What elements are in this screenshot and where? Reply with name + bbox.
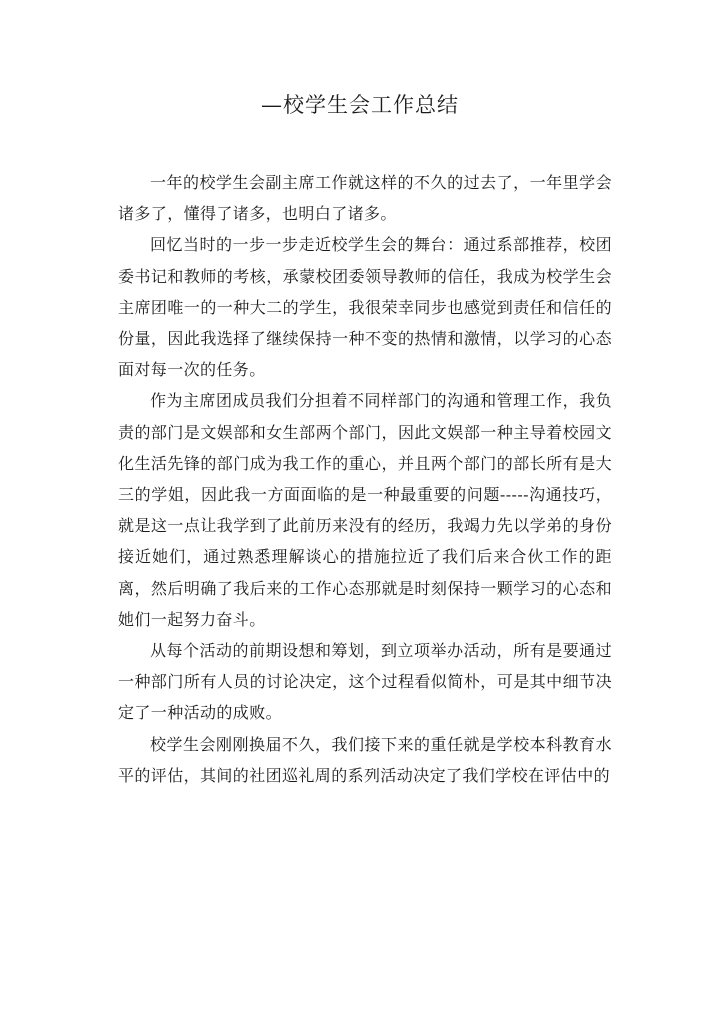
paragraph: 回忆当时的一步一步走近校学生会的舞台：通过系部推荐，校团委书记和教师的考核，承蒙校团委领导教师的信任，我成为校学生会主席团唯一的一种大二的学生，我很荣幸同步也感觉到责任和信任的份量，因此我选择了继续保持一种不变的热情和激情，以学习的心态面对每一次的任务。 xyxy=(118,235,612,380)
document-title: —校学生会工作总结 xyxy=(261,93,459,117)
paragraph: 作为主席团成员我们分担着不同样部门的沟通和管理工作，我负责的部门是文娱部和女生部两个部门，因此文娱部一种主导着校园文化生活先锋的部门成为我工作的重心，并且两个部门的部长所有是大三的学姐，因此我一方面面临的是一种最重要的问题-----沟通技巧，就是这一点让我学到了此前历来没有的经历，我竭力先以学弟的身份接近她们，通过熟悉理解谈心的措施拉近了我们后来合伙工作的距离，然后明确了我后来的工作心态那就是时刻保持一颗学习的心态和她们一起努力奋斗。 xyxy=(118,391,612,629)
paragraph: 校学生会刚刚换届不久，我们接下来的重任就是学校本科教育水平的评估，其间的社团巡礼周的系列活动决定了我们学校在评估中的 xyxy=(118,734,612,785)
document-body xyxy=(118,167,612,791)
paragraph: 从每个活动的前期设想和筹划，到立项举办活动，所有是要通过一种部门所有人员的讨论决定，这个过程看似简朴，可是其中细节决定了一种活动的成败。 xyxy=(118,641,612,723)
paragraph: 一年的校学生会副主席工作就这样的不久的过去了，一年里学会诸多了，懂得了诸多，也明白了诸多。 xyxy=(118,173,612,224)
